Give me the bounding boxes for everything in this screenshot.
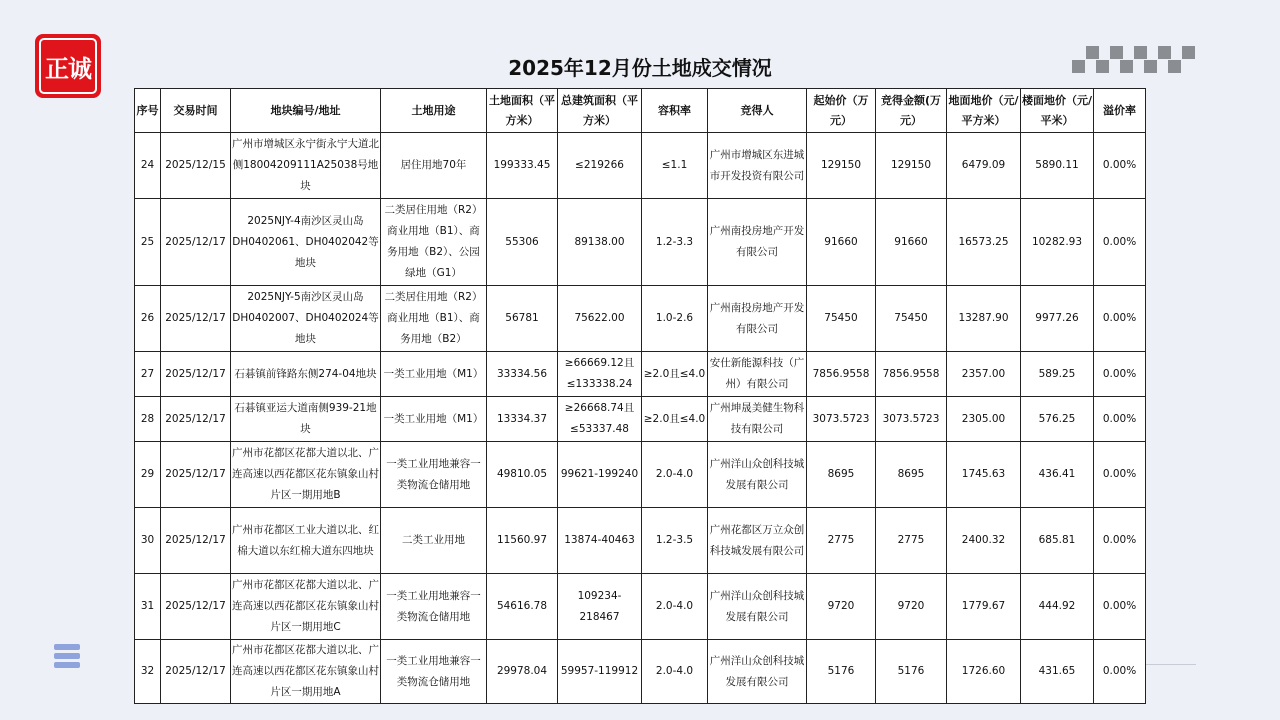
table-cell: 13874-40463 (558, 508, 642, 574)
column-header: 楼面地价（元/平米） (1021, 89, 1094, 133)
table-cell: 9720 (876, 574, 947, 640)
table-cell: 安仕新能源科技（广州）有限公司 (708, 352, 807, 397)
table-cell: 2025/12/17 (161, 397, 231, 442)
column-header: 容积率 (642, 89, 708, 133)
table-cell: 589.25 (1021, 352, 1094, 397)
table-cell: ≤1.1 (642, 133, 708, 199)
table-cell: 25 (135, 199, 161, 286)
table-cell: 0.00% (1094, 199, 1146, 286)
table-cell: 3073.5723 (876, 397, 947, 442)
table-cell: 广州花都区万立众创科技城发展有限公司 (708, 508, 807, 574)
table-cell: 9977.26 (1021, 286, 1094, 352)
table-cell: 54616.78 (487, 574, 558, 640)
table-cell: 13287.90 (947, 286, 1021, 352)
table-cell: ≥26668.74且≤53337.48 (558, 397, 642, 442)
table-cell: 32 (135, 640, 161, 704)
table-cell: 9720 (807, 574, 876, 640)
table-cell: 33334.56 (487, 352, 558, 397)
table-cell: 石碁镇前锋路东侧274-04地块 (231, 352, 381, 397)
table-cell: 0.00% (1094, 133, 1146, 199)
column-header: 序号 (135, 89, 161, 133)
table-cell: 2025/12/17 (161, 286, 231, 352)
table-row (135, 640, 1146, 704)
table-cell: 1.0-2.6 (642, 286, 708, 352)
table-cell: 2025/12/17 (161, 442, 231, 508)
table-cell: 2.0-4.0 (642, 574, 708, 640)
table-cell: 广州南投房地产开发有限公司 (708, 199, 807, 286)
table-cell: 28 (135, 397, 161, 442)
table-row (135, 352, 1146, 397)
table-cell: ≥2.0且≤4.0 (642, 352, 708, 397)
table-cell: 89138.00 (558, 199, 642, 286)
table-cell: 8695 (876, 442, 947, 508)
checker-square (1086, 46, 1099, 59)
table-cell: 5176 (807, 640, 876, 704)
column-header: 总建筑面积（平方米） (558, 89, 642, 133)
table-cell: 29 (135, 442, 161, 508)
table-cell: 16573.25 (947, 199, 1021, 286)
table-row (135, 508, 1146, 574)
checker-decoration (1070, 46, 1200, 76)
table-cell: 1726.60 (947, 640, 1021, 704)
table-cell: 24 (135, 133, 161, 199)
table-cell: 2025/12/15 (161, 133, 231, 199)
table-cell: 26 (135, 286, 161, 352)
table-cell: 一类工业用地兼容一类物流仓储用地 (381, 574, 487, 640)
table-cell: 1745.63 (947, 442, 1021, 508)
table-cell: 0.00% (1094, 286, 1146, 352)
table-row (135, 574, 1146, 640)
table-cell: 0.00% (1094, 397, 1146, 442)
checker-square (1168, 60, 1181, 73)
table-cell: 5890.11 (1021, 133, 1094, 199)
table-cell: 91660 (876, 199, 947, 286)
table-cell: 109234-218467 (558, 574, 642, 640)
table-cell: 广州市花都区花都大道以北、广连高速以西花都区花东镇象山村片区一期用地B (231, 442, 381, 508)
table-cell: 30 (135, 508, 161, 574)
table-cell: 二类工业用地 (381, 508, 487, 574)
table-cell: 199333.45 (487, 133, 558, 199)
column-header: 地块编号/地址 (231, 89, 381, 133)
checker-square (1096, 60, 1109, 73)
table-cell: 二类居住用地（R2）商业用地（B1）、商务用地（B2）、公园绿地（G1） (381, 199, 487, 286)
column-header: 交易时间 (161, 89, 231, 133)
checker-square (1110, 46, 1123, 59)
table-cell: 129150 (807, 133, 876, 199)
table-row (135, 397, 1146, 442)
table-cell: 8695 (807, 442, 876, 508)
table-cell: 444.92 (1021, 574, 1094, 640)
table-cell: 6479.09 (947, 133, 1021, 199)
table-cell: 10282.93 (1021, 199, 1094, 286)
column-header: 竞得人 (708, 89, 807, 133)
table-cell: 2025/12/17 (161, 574, 231, 640)
table-cell: 一类工业用地（M1） (381, 397, 487, 442)
table-cell: 0.00% (1094, 352, 1146, 397)
table-cell: 广州市花都区花都大道以北、广连高速以西花都区花东镇象山村片区一期用地C (231, 574, 381, 640)
table-cell: 2775 (876, 508, 947, 574)
table-cell: 129150 (876, 133, 947, 199)
table-cell: 2.0-4.0 (642, 442, 708, 508)
menu-icon[interactable] (54, 644, 80, 671)
table-cell: 2.0-4.0 (642, 640, 708, 704)
checker-square (1144, 60, 1157, 73)
table-cell: 13334.37 (487, 397, 558, 442)
table-cell: 91660 (807, 199, 876, 286)
column-header: 竞得金额(万元） (876, 89, 947, 133)
checker-square (1120, 60, 1133, 73)
table-cell: 广州市花都区工业大道以北、红棉大道以东红棉大道东四地块 (231, 508, 381, 574)
table-cell: 二类居住用地（R2）商业用地（B1）、商务用地（B2） (381, 286, 487, 352)
checker-square (1182, 46, 1195, 59)
checker-square (1134, 46, 1147, 59)
checker-square (1158, 46, 1171, 59)
table-cell: ≤219266 (558, 133, 642, 199)
table-header-row (135, 89, 1146, 133)
table-cell: 1.2-3.3 (642, 199, 708, 286)
table-cell: 1779.67 (947, 574, 1021, 640)
table-cell: 石碁镇亚运大道南侧939-21地块 (231, 397, 381, 442)
column-header: 土地面积（平方米） (487, 89, 558, 133)
table-cell: 29978.04 (487, 640, 558, 704)
table-cell: 广州市增城区东进城市开发投资有限公司 (708, 133, 807, 199)
table-cell: 2025/12/17 (161, 508, 231, 574)
table-cell: 广州南投房地产开发有限公司 (708, 286, 807, 352)
table-cell: 居住用地70年 (381, 133, 487, 199)
table-cell: 5176 (876, 640, 947, 704)
table-cell: 2305.00 (947, 397, 1021, 442)
table-cell: 广州洋山众创科技城发展有限公司 (708, 640, 807, 704)
table-cell: 2025NJY-5南沙区灵山岛DH0402007、DH0402024等地块 (231, 286, 381, 352)
table-cell: 广州坤晟美健生物科技有限公司 (708, 397, 807, 442)
table-cell: ≥2.0且≤4.0 (642, 397, 708, 442)
table-cell: 2775 (807, 508, 876, 574)
table-cell: 11560.97 (487, 508, 558, 574)
table-cell: 431.65 (1021, 640, 1094, 704)
table-cell: 49810.05 (487, 442, 558, 508)
table-cell: 2025/12/17 (161, 640, 231, 704)
logo-text: 正诚 (39, 38, 97, 94)
table-cell: 2025/12/17 (161, 199, 231, 286)
table-cell: 0.00% (1094, 640, 1146, 704)
table-cell: 436.41 (1021, 442, 1094, 508)
table-cell: 2400.32 (947, 508, 1021, 574)
table-cell: 一类工业用地兼容一类物流仓储用地 (381, 640, 487, 704)
column-header: 土地用途 (381, 89, 487, 133)
column-header: 地面地价（元/平方米） (947, 89, 1021, 133)
table-cell: 55306 (487, 199, 558, 286)
table-cell: 56781 (487, 286, 558, 352)
table-cell: 广州洋山众创科技城发展有限公司 (708, 442, 807, 508)
table-cell: 一类工业用地（M1） (381, 352, 487, 397)
table-cell: 75622.00 (558, 286, 642, 352)
table-cell: 广州市增城区永宁街永宁大道北侧18004209111A25038号地块 (231, 133, 381, 199)
table-row (135, 286, 1146, 352)
table-cell: 75450 (876, 286, 947, 352)
table-cell: 1.2-3.5 (642, 508, 708, 574)
table-row (135, 133, 1146, 199)
table-cell: 0.00% (1094, 508, 1146, 574)
divider (1146, 664, 1196, 665)
page-title: 2025年12月份土地成交情况 (508, 56, 772, 80)
table-cell: 99621-199240 (558, 442, 642, 508)
table-cell: 7856.9558 (807, 352, 876, 397)
table-cell: 一类工业用地兼容一类物流仓储用地 (381, 442, 487, 508)
table-cell: 7856.9558 (876, 352, 947, 397)
land-transaction-table (134, 88, 1146, 704)
table-cell: 576.25 (1021, 397, 1094, 442)
column-header: 溢价率 (1094, 89, 1146, 133)
table-cell: 685.81 (1021, 508, 1094, 574)
table-cell: 0.00% (1094, 574, 1146, 640)
table-cell: 2357.00 (947, 352, 1021, 397)
table-cell: 广州洋山众创科技城发展有限公司 (708, 574, 807, 640)
table-cell: 31 (135, 574, 161, 640)
checker-square (1072, 60, 1085, 73)
table-cell: 27 (135, 352, 161, 397)
table-cell: 3073.5723 (807, 397, 876, 442)
table-cell: ≥66669.12且≤133338.24 (558, 352, 642, 397)
table-cell: 0.00% (1094, 442, 1146, 508)
column-header: 起始价（万元） (807, 89, 876, 133)
table-cell: 75450 (807, 286, 876, 352)
table-cell: 2025/12/17 (161, 352, 231, 397)
table-row (135, 199, 1146, 286)
table-cell: 59957-119912 (558, 640, 642, 704)
table-cell: 广州市花都区花都大道以北、广连高速以西花都区花东镇象山村片区一期用地A (231, 640, 381, 704)
table-row (135, 442, 1146, 508)
table-cell: 2025NJY-4南沙区灵山岛DH0402061、DH0402042等地块 (231, 199, 381, 286)
